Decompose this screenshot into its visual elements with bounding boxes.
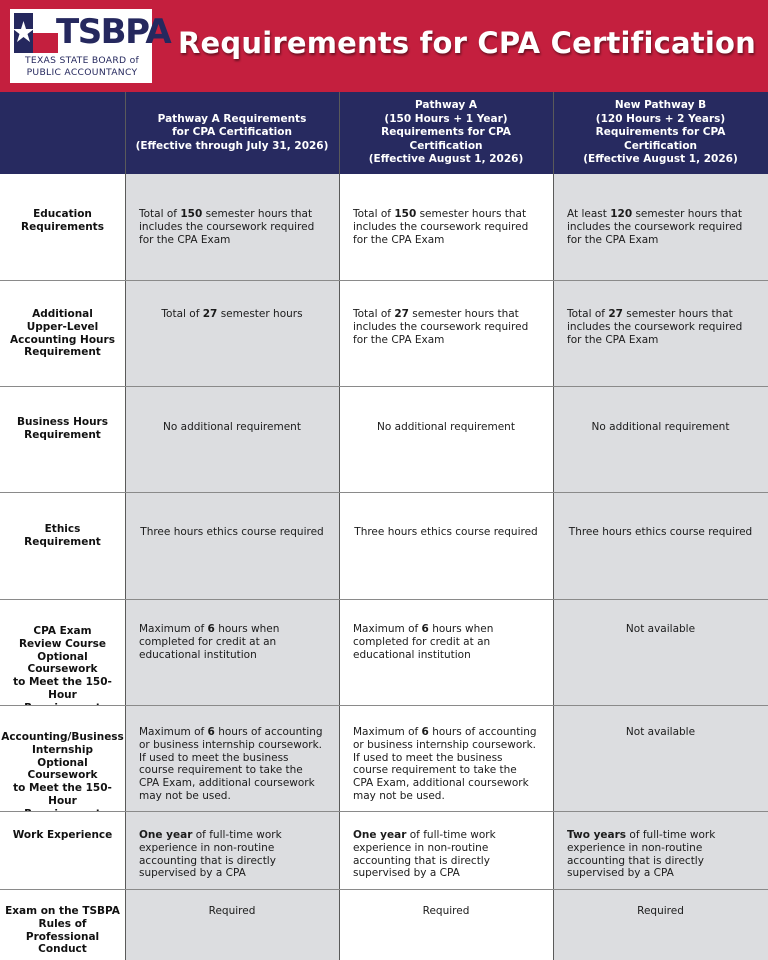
cell-text-tail: semester hours xyxy=(217,308,303,320)
row-label-text xyxy=(1,731,124,811)
table-cell xyxy=(339,705,553,811)
cell-text xyxy=(139,526,325,539)
cell-text-tail: semester hours that includes the coursework required for the CPA Exam xyxy=(353,208,529,246)
logo-wordmark: TSBPA xyxy=(56,12,171,52)
cell-text xyxy=(567,526,754,539)
row-label-line: Upper-Level xyxy=(26,320,99,333)
cell-text-emphasis: One year xyxy=(353,829,407,841)
row-label xyxy=(0,811,125,889)
table-cell xyxy=(339,492,553,599)
row-label-text xyxy=(3,905,122,960)
table-cell xyxy=(553,280,768,386)
row-label-line: to Meet the 150-Hour xyxy=(13,676,112,701)
cell-text-emphasis: 6 xyxy=(421,623,429,635)
row-label-line: Rules of Professional xyxy=(25,917,100,943)
row-divider xyxy=(0,811,768,812)
cell-text xyxy=(353,421,539,434)
row-label xyxy=(0,889,125,960)
row-label xyxy=(0,386,125,492)
row-divider xyxy=(0,599,768,600)
row-label-line: Requirement xyxy=(24,535,101,548)
cell-text-lead: At least xyxy=(567,208,611,220)
column-header-line: Pathway A xyxy=(414,99,478,112)
table-cell xyxy=(125,492,339,599)
row-label-text xyxy=(21,208,104,280)
cell-text-tail: semester hours that includes the coursework required for the CPA Exam xyxy=(567,208,743,246)
cell-text-emphasis: 6 xyxy=(421,726,429,738)
row-label xyxy=(0,492,125,599)
cell-text-lead: Total of xyxy=(353,208,395,220)
column-header-text xyxy=(559,99,762,167)
row-label xyxy=(0,705,125,811)
row-label-line: Review Course xyxy=(18,637,107,650)
row-divider xyxy=(0,280,768,281)
header-corner xyxy=(0,92,125,174)
table-cell xyxy=(553,599,768,705)
cell-text-lead: Total of xyxy=(567,308,609,320)
cell-text xyxy=(353,308,539,346)
table-cell xyxy=(339,811,553,889)
row-label xyxy=(0,174,125,280)
table-cell xyxy=(125,889,339,960)
cell-text-emphasis: One year xyxy=(139,829,193,841)
table-cell xyxy=(125,705,339,811)
table-cell xyxy=(553,386,768,492)
cell-text xyxy=(567,726,754,739)
column-header-line: (Effective through July 31, 2026) xyxy=(135,139,329,152)
row-label-text xyxy=(17,416,108,492)
cell-text-emphasis: Two years xyxy=(567,829,627,841)
cell-text-tail: of full-time work experience in non-routine accounting that is directly supervised by a CPA xyxy=(353,829,496,880)
cell-text-emphasis: 27 xyxy=(394,308,409,320)
cell-text-emphasis: 6 xyxy=(207,726,215,738)
table-cell xyxy=(339,386,553,492)
column-divider xyxy=(553,92,554,960)
row-label-line: Additional xyxy=(32,308,93,320)
table-cell xyxy=(339,599,553,705)
cell-text xyxy=(567,905,754,918)
cell-text xyxy=(567,623,754,636)
row-label-text xyxy=(3,625,122,705)
column-header-text xyxy=(345,99,547,167)
logo-tagline-1: TEXAS STATE BOARD of xyxy=(24,55,140,66)
column-header-line: (150 Hours + 1 Year) xyxy=(384,112,508,125)
cell-text-lead: No additional requirement xyxy=(591,421,730,433)
cell-text-tail: semester hours that includes the coursework required for the CPA Exam xyxy=(139,208,315,246)
row-label-line: to Meet the 150-Hour xyxy=(13,782,112,807)
table-cell xyxy=(339,174,553,280)
cell-text xyxy=(139,421,325,434)
table-cell xyxy=(553,174,768,280)
column-header-1 xyxy=(125,92,339,174)
cell-text-tail: hours when completed for credit at an educational institution xyxy=(353,623,494,661)
row-label-line: Optional Coursework xyxy=(27,650,98,676)
row-label-line: Business Hours xyxy=(17,416,108,428)
row-label-text xyxy=(24,523,101,599)
cell-text xyxy=(567,308,754,346)
cell-text xyxy=(139,623,325,661)
cell-text-lead: Required xyxy=(637,905,684,917)
cell-text-tail: semester hours that includes the coursework required for the CPA Exam xyxy=(353,308,529,346)
requirements-table xyxy=(0,92,768,960)
row-label-line: Requirement xyxy=(24,428,101,441)
row-label xyxy=(0,280,125,386)
table-cell xyxy=(125,386,339,492)
column-header-line: Requirements for CPA Certification xyxy=(595,126,726,152)
table-cell xyxy=(553,705,768,811)
row-label-line: Requirements xyxy=(21,220,104,233)
row-label-text xyxy=(13,829,113,889)
column-header-line: for CPA Certification xyxy=(172,126,292,139)
row-divider xyxy=(0,492,768,493)
cell-text-lead: No additional requirement xyxy=(377,421,515,433)
table-cell xyxy=(553,889,768,960)
row-divider xyxy=(0,386,768,387)
cell-text-lead: Not available xyxy=(625,726,696,738)
row-label-line: Accounting Hours xyxy=(10,333,115,346)
tsbpa-logo xyxy=(10,9,171,83)
cell-text xyxy=(353,905,539,918)
row-label-line: Ethics xyxy=(44,523,81,535)
cell-text-lead: Total of xyxy=(353,308,395,320)
cell-text-lead: Maximum of xyxy=(353,726,422,738)
cell-text-emphasis: 150 xyxy=(394,208,417,220)
cell-text-lead: Total of xyxy=(161,308,203,320)
cell-text xyxy=(353,526,539,539)
cell-text-emphasis: 120 xyxy=(610,208,633,220)
column-divider xyxy=(339,92,340,960)
table-cell xyxy=(339,889,553,960)
cell-text-lead: Three hours ethics course required xyxy=(568,526,753,538)
column-header-line: Pathway A Requirements xyxy=(157,112,307,125)
table-cell xyxy=(553,811,768,889)
cell-text xyxy=(567,829,754,880)
column-header-2 xyxy=(339,92,553,174)
row-label-line: Internship xyxy=(31,743,94,756)
cell-text xyxy=(139,829,325,880)
row-label-line: CPA Exam xyxy=(33,625,92,637)
cell-text-tail: hours of accounting or business internship coursework. If used to meet the business course requirement to take the CPA Exam, additional coursework may not be used. xyxy=(353,726,537,802)
cell-text-tail: of full-time work experience in non-routine accounting that is directly supervised by a CPA xyxy=(567,829,716,880)
cell-text-lead: Not available xyxy=(625,623,696,635)
cell-text xyxy=(139,726,325,803)
cell-text-lead: Maximum of xyxy=(139,623,208,635)
table-cell xyxy=(339,280,553,386)
cell-text-lead: Maximum of xyxy=(139,726,208,738)
row-label-line: Optional Coursework xyxy=(27,756,98,782)
cell-text-tail: hours when completed for credit at an educational institution xyxy=(139,623,280,661)
row-label-line: Work Experience xyxy=(12,829,113,841)
title-banner xyxy=(0,0,768,92)
cell-text xyxy=(567,421,754,434)
cell-text-emphasis: 150 xyxy=(180,208,203,220)
table-cell xyxy=(553,492,768,599)
cell-text-emphasis: 27 xyxy=(608,308,623,320)
column-header-line: (Effective August 1, 2026) xyxy=(368,153,524,166)
row-label-line: Exam on the TSBPA xyxy=(5,905,120,917)
cell-text-lead: Three hours ethics course required xyxy=(354,526,538,538)
row-divider xyxy=(0,889,768,890)
column-header-3 xyxy=(553,92,768,174)
cell-text xyxy=(139,905,325,918)
table-cell xyxy=(125,811,339,889)
page-title: Requirements for CPA Certification xyxy=(178,26,756,60)
cell-text xyxy=(567,208,754,246)
logo-tagline-2: PUBLIC ACCOUNTANCY xyxy=(26,67,138,78)
cell-text-lead: Maximum of xyxy=(353,623,422,635)
row-label xyxy=(0,599,125,705)
row-divider xyxy=(0,705,768,706)
row-label-line: Education xyxy=(33,208,92,220)
cell-text-tail: semester hours that includes the coursework required for the CPA Exam xyxy=(567,308,743,346)
row-label-line: Requirement xyxy=(24,346,101,359)
cell-text-lead: Three hours ethics course required xyxy=(140,526,324,538)
column-header-line: (Effective August 1, 2026) xyxy=(583,153,738,166)
cell-text-emphasis: 6 xyxy=(207,623,215,635)
table-cell xyxy=(125,174,339,280)
column-divider xyxy=(125,92,126,960)
column-header-line: New Pathway B xyxy=(614,99,707,112)
table-cell xyxy=(125,599,339,705)
texas-star-icon xyxy=(14,13,58,53)
row-label-text xyxy=(10,308,115,386)
cell-text xyxy=(139,308,325,321)
cell-text-tail: hours of accounting or business internship coursework. If used to meet the business course requirement to take the CPA Exam, additional coursework may not be used. xyxy=(139,726,323,802)
cell-text xyxy=(353,829,539,880)
cell-text-tail: of full-time work experience in non-routine accounting that is directly supervised by a CPA xyxy=(139,829,282,880)
row-label-line: Accounting/Business xyxy=(1,731,124,743)
cell-text-lead: No additional requirement xyxy=(163,421,301,433)
cell-text-emphasis: 27 xyxy=(202,308,218,320)
cell-text xyxy=(353,726,539,803)
column-header-text xyxy=(136,113,329,154)
cell-text-lead: Required xyxy=(208,905,256,917)
cell-text xyxy=(139,208,325,246)
table-cell xyxy=(125,280,339,386)
cell-text-lead: Required xyxy=(422,905,470,917)
cell-text xyxy=(353,623,539,661)
cell-text-lead: Total of xyxy=(139,208,181,220)
cell-text xyxy=(353,208,539,246)
column-header-line: (120 Hours + 2 Years) xyxy=(595,112,726,125)
row-label-line: Conduct xyxy=(38,943,87,956)
column-header-line: Requirements for CPA Certification xyxy=(381,126,511,152)
